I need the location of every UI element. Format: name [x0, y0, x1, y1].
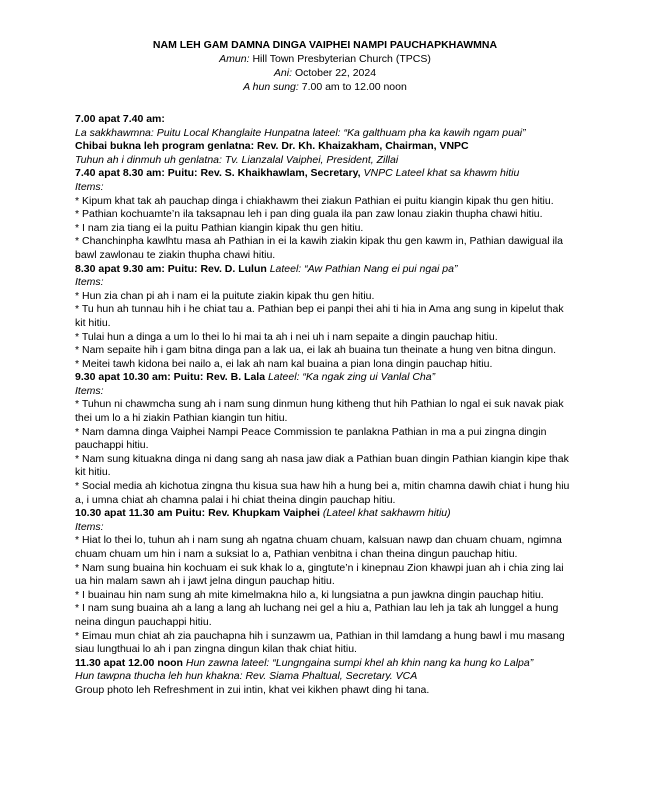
section-heading-bold: 10.30 apat 11.30 am Puitu: Rev. Khupkam Vaiphei	[75, 507, 320, 520]
items-label: Items:	[75, 276, 104, 289]
date-line	[75, 66, 575, 80]
section-heading-italic: Lateel: “Aw Pathian Nang ei pui ngai pa”	[266, 262, 458, 275]
section-heading-bold: 9.30 apat 10.30 am: Puitu: Rev. B. Lala	[75, 371, 266, 384]
list-item: * Hun zia chan pi ah i nam ei la puitute ziakin kipak thu gen hitiu.	[75, 289, 375, 302]
time-value: 7.00 am to 12.00 noon	[301, 81, 407, 93]
section-heading	[75, 657, 575, 671]
section-heading	[75, 371, 575, 385]
list-item: * Meitei tawh kidona bei nailo a, ei lak ah nam kal buaina a pian lona dingin pauchap hitiu.	[75, 357, 493, 370]
list-item: * Hiat lo thei lo, tuhun ah i nam sung ah ngatna chuam chuam, kalsuan nawp dan chuam chuam, ngimna chuam chuam um hin i nam a suksiat lo a, Pathian venbitna i chan theina dingun pauchap hitiu.	[75, 534, 562, 560]
list-item: * Nam sung kituakna dinga ni dang sang ah nasa jaw diak a Pathian buan dingin Pathian kiangin kipe thak kit hitiu.	[75, 452, 569, 479]
list-item: * Nam damna dinga Vaiphei Nampi Peace Commission te panlakna Pathian in ma a pui zingna dingin pauchappi hitiu.	[75, 425, 547, 452]
section-heading-bold: 8.30 apat 9.30 am: Puitu: Rev. D. Lulun	[75, 262, 267, 275]
document-page	[75, 38, 575, 698]
list-item: * Tu hun ah tunnau hih i he chiat tau a. Pathian bep ei panpi thei ahi ti hia in Ama ang sung in kipelut thak kit hitiu.	[75, 303, 564, 329]
list-item: * I nam zia tiang ei la puitu Pathian kiangin kipak thu gen hitiu.	[75, 221, 364, 234]
programme-line: Chibai bukna leh program genlatna: Rev. Dr. Kh. Khaizakham, Chairman, VNPC	[75, 140, 469, 153]
programme-line: Group photo leh Refreshment in zui intin, khat vei kikhen phawt ding hi tana.	[75, 683, 430, 696]
programme-body	[75, 113, 575, 698]
list-item: * Tulai hun a dinga a um lo thei lo hi mai ta ah i nei uh i nam sepaite a dingin pauchap hitiu.	[75, 330, 498, 343]
document-title: NAM LEH GAM DAMNA DINGA VAIPHEI NAMPI PAUCHAPKHAWMNA	[152, 39, 498, 51]
section-heading-bold: 11.30 apat 12.00 noon	[75, 656, 183, 669]
list-item: * I nam sung buaina ah a lang a lang ah luchang nei gel a hiu a, Pathian lau leh ja tak ah lunggel a hung neina dingun pauchappi hitiu.	[75, 602, 559, 628]
list-item: * Eimau mun chiat ah zia pauchapna hih i sunzawm ua, Pathian in thil lamdang a hung bawl i mu masang siau lungthuai lo ah i pan zingna dingun kilan thak chiat hitiu.	[75, 629, 565, 656]
venue-line	[75, 52, 575, 66]
list-item: * Nam sung buaina hin kochuam ei suk khak lo a, gingtute’n i kinepnau Zion khawpi juan ah i chia zing lai ua hin malam sawn ah i jawt jelna dingun pauchap hitiu.	[75, 561, 564, 588]
list-item: * Pathian kochuamte’n ila taksapnau leh i pan ding guala ila pan zaw lonau ziakin thupha chawi hitiu.	[75, 208, 543, 221]
date-label: Ani:	[273, 67, 293, 79]
section-time-heading: 7.00 apat 7.40 am:	[75, 113, 165, 125]
items-label: Items:	[75, 384, 104, 397]
time-label: A hun sung:	[243, 81, 299, 93]
list-item: * Nam sepaite hih i gam bitna dinga pan a lak ua, ei lak ah buaina tun theinate a hung ven bitna dingun.	[75, 344, 557, 357]
list-item: * Tuhun ni chawmcha sung ah i nam sung dinmun hung kitheng thut hih Pathian lo ngal ei suk navak piak thei um lo a hi ziakin Pathian kiangin tun hitiu.	[75, 398, 564, 425]
section-heading	[75, 263, 575, 277]
date-value: October 22, 2024	[294, 67, 377, 79]
section-heading-italic: Hun zawna lateel: “Lungngaina sumpi khel ah khin nang ka hung ko Lalpa”	[182, 656, 534, 669]
section-heading	[75, 167, 575, 181]
section-heading-italic: Lateel: “Ka ngak zing ui Vanlal Cha”	[265, 371, 436, 384]
items-label: Items:	[75, 180, 104, 193]
list-item: * Kipum khat tak ah pauchap dinga i chiakhawm thei ziakun Pathian ei puitu kiangin kipak thu gen hitiu.	[75, 194, 554, 207]
venue-value: Hill Town Presbyterian Church (TPCS)	[252, 53, 431, 65]
time-line	[75, 80, 575, 94]
list-item: * Social media ah kichotua zingna thu kisua sua haw hih a hung bei a, mitin chamna dawih chiat i hung hiu a, i umna chiat ah chamna palai i hi chiat theina dingin pauchap hitiu.	[75, 480, 570, 506]
section-heading	[75, 507, 575, 521]
venue-label: Amun:	[219, 53, 250, 65]
list-item: * I buainau hin nam sung ah mite kimelmakna hilo a, ki lungsiatna a pun jawkna dingin pauchap hitiu.	[75, 588, 544, 601]
section-heading-italic: VNPC Lateel khat sa khawm hitiu	[360, 167, 520, 180]
section-heading-italic: (Lateel khat sakhawm hitiu)	[319, 507, 451, 520]
items-label: Items:	[75, 520, 104, 533]
programme-line: Hun tawpna thucha leh hun khakna: Rev. Siama Phaltual, Secretary. VCA	[75, 670, 418, 683]
programme-line: Tuhun ah i dinmuh uh genlatna: Tv. Lianzalal Vaiphei, President, Zillai	[75, 153, 399, 166]
programme-line: La sakkhawmna: Puitu Local Khanglaite Hunpatna lateel: “Ka galthuam pha ka kawih ngam puai”	[75, 126, 526, 139]
document-header	[75, 38, 575, 94]
list-item: * Chanchinpha kawlhtu masa ah Pathian in ei la kawih ziakin kipak thu gen kawm in, Pathian dawigual ila bawl zawlonau te ziakin thupha chawi hitiu.	[75, 235, 563, 261]
section-heading-bold: 7.40 apat 8.30 am: Puitu: Rev. S. Khaikhawlam, Secretary,	[75, 167, 361, 180]
